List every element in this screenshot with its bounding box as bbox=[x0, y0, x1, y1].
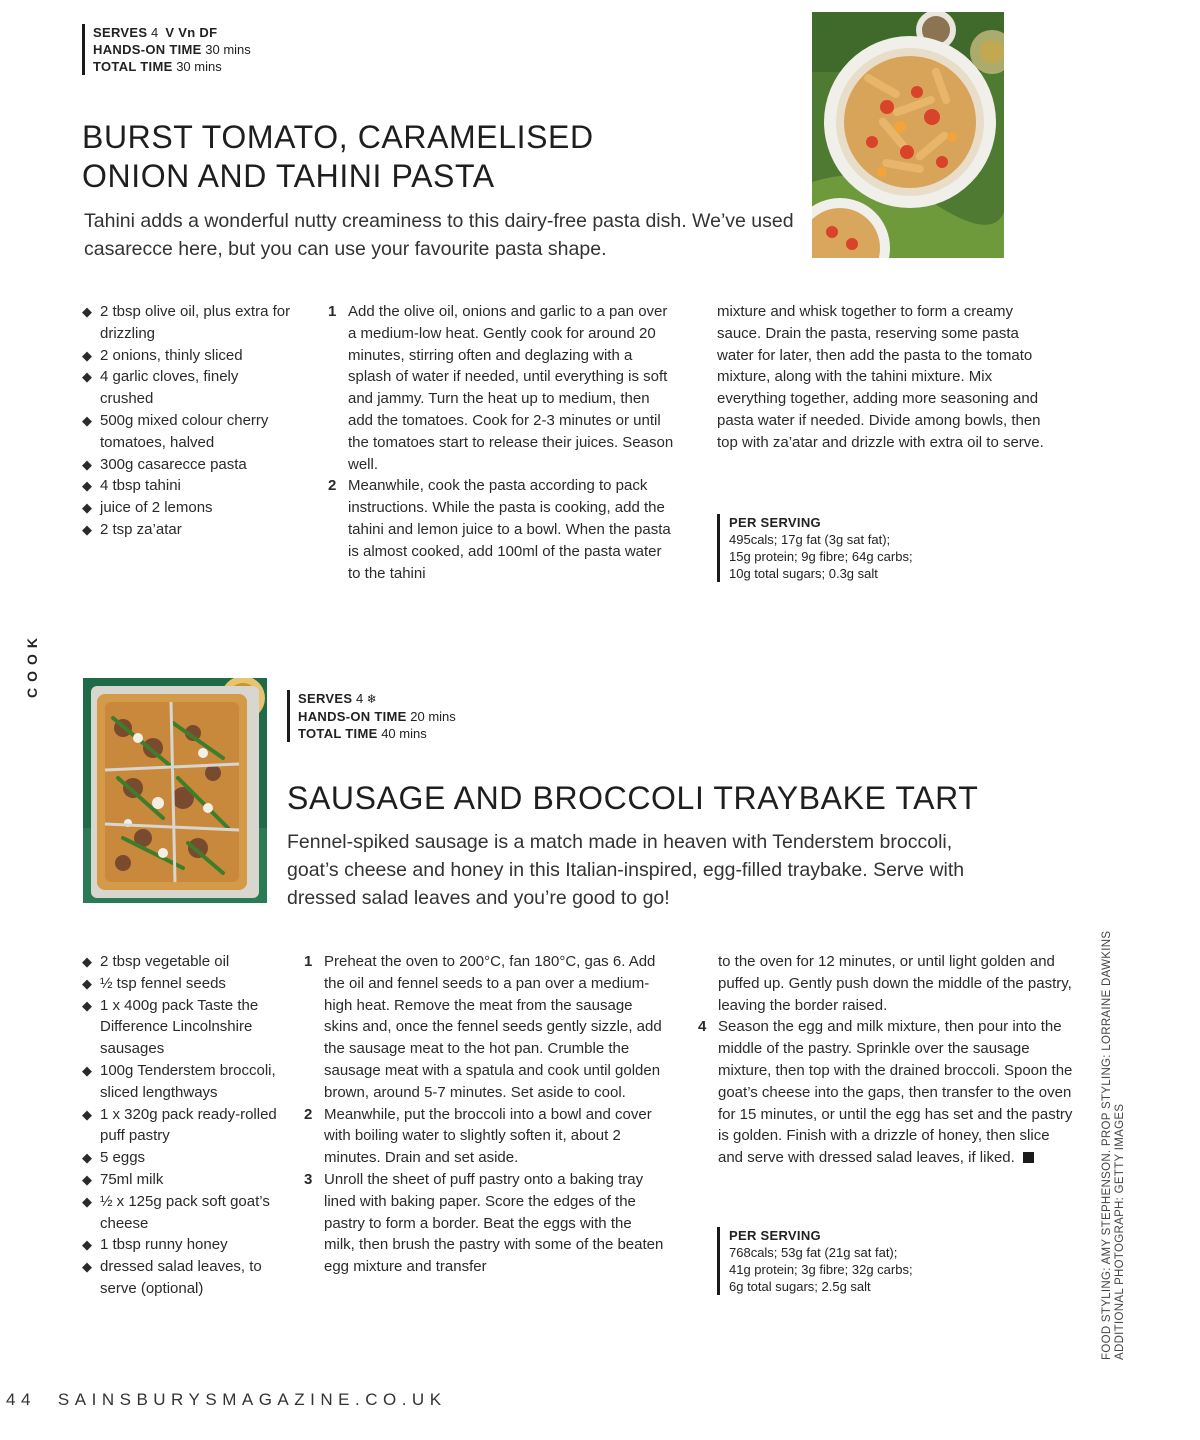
total-time-value: 30 mins bbox=[176, 59, 222, 74]
recipe1-method-continued: mixture and whisk together to form a creamy sauce. Drain the pasta, reserving some pasta water for later, then add the pasta to the tomato mixture, along with the tahini mixture. Mix everything together, adding more seasoning and pasta water if needed. Divide among bowls, then top with za’atar and drizzle with extra oil to serve. bbox=[717, 303, 1044, 451]
hands-on-value: 30 mins bbox=[205, 42, 251, 57]
recipe1-intro: Tahini adds a wonderful nutty creaminess to this dairy-free pasta dish. We’ve used casarecce here, but you can use your favourite pasta shape. bbox=[84, 210, 794, 260]
ingredient-item: ◆ 75ml milk bbox=[82, 1169, 282, 1191]
recipe2-ingredients bbox=[82, 951, 282, 1300]
serves-value: 4 bbox=[355, 691, 364, 706]
end-mark-icon bbox=[1023, 1152, 1034, 1163]
step-number: 1 bbox=[304, 953, 313, 970]
total-time-label: TOTAL TIME bbox=[298, 726, 378, 741]
recipe1-title-line2: ONION AND TAHINI PASTA bbox=[82, 158, 495, 194]
serves-label: SERVES bbox=[93, 25, 148, 40]
recipe2-nutrition bbox=[717, 1227, 1009, 1295]
step-continuation: to the oven for 12 minutes, or until light golden and puffed up. Gently push down the middle of the pastry, leaving the border raised. bbox=[718, 953, 1072, 1014]
nutrition-line: 768cals; 53g fat (21g sat fat); bbox=[729, 1245, 898, 1260]
nutrition-title: PER SERVING bbox=[729, 515, 821, 530]
ingredient-item: ◆ 4 tbsp tahini bbox=[82, 475, 292, 497]
method-step bbox=[304, 951, 666, 1104]
step-text: Add the olive oil, onions and garlic to a pan over a medium-low heat. Gently cook for around 20 minutes, stirring often and deglazing with a splash of water if needed, until everything is soft and jammy. Turn the heat up to medium, then add the tomatoes. Cook for 2-3 minutes or until the tomatoes start to release their juices. Season well. bbox=[348, 303, 674, 473]
ingredient-item: ◆ 100g Tenderstem broccoli, sliced lengthways bbox=[82, 1060, 282, 1104]
credits-line: ADDITIONAL PHOTOGRAPH: GETTY IMAGES bbox=[1114, 1103, 1126, 1360]
ingredient-item: ◆ 5 eggs bbox=[82, 1147, 282, 1169]
ingredient-item: ◆ 2 tsp za’atar bbox=[82, 519, 292, 541]
ingredient-item: ◆ juice of 2 lemons bbox=[82, 497, 292, 519]
ingredient-item: ◆ ½ x 125g pack soft goat’s cheese bbox=[82, 1191, 282, 1235]
recipe2-method bbox=[304, 951, 666, 1278]
method-step bbox=[304, 1104, 666, 1169]
ingredient-item: ◆ 2 tbsp vegetable oil bbox=[82, 951, 282, 973]
ingredient-item: ◆ dressed salad leaves, to serve (optional) bbox=[82, 1256, 282, 1300]
ingredient-item: ◆ 500g mixed colour cherry tomatoes, halved bbox=[82, 410, 292, 454]
method-step: 4 Season the egg and milk mixture, then pour into the middle of the pastry. Sprinkle over the sausage mixture, then top with the drained broccoli. Spoon the goat’s cheese into the gaps, then transfer to the oven for 15 minutes, or until the egg has set and the pastry is golden. Finish with a drizzle of honey, then slice and serve with dressed salad leaves, if liked. bbox=[698, 1018, 1073, 1167]
method-step bbox=[304, 1169, 666, 1278]
nutrition-line: 15g protein; 9g fibre; 64g carbs; bbox=[729, 549, 913, 564]
ingredient-item: ◆ ½ tsp fennel seeds bbox=[82, 973, 282, 995]
recipe1-ingredients bbox=[82, 301, 292, 541]
ingredient-item: ◆ 2 onions, thinly sliced bbox=[82, 345, 292, 367]
page-number: 44 bbox=[6, 1390, 36, 1409]
step-number: 1 bbox=[328, 303, 337, 320]
step-text: Preheat the oven to 200°C, fan 180°C, gas 6. Add the oil and fennel seeds to a pan over a medium-high heat. Remove the meat from the sausage skins and, once the fennel seeds gently sizzle, add the sausage meat to the hot pan. Crumble the sausage meat with a spatula and cook until golden brown, around 5-7 minutes. Set aside to cool. bbox=[324, 953, 662, 1101]
step-number: 3 bbox=[304, 1170, 313, 1188]
total-time-value: 40 mins bbox=[381, 726, 427, 741]
total-time-label: TOTAL TIME bbox=[93, 59, 173, 74]
recipe1-method bbox=[328, 301, 678, 584]
tart-photo bbox=[83, 678, 267, 903]
hands-on-label: HANDS-ON TIME bbox=[298, 709, 407, 724]
dietary-tags: V Vn DF bbox=[165, 25, 218, 40]
recipe1-nutrition bbox=[717, 514, 1009, 582]
serves-value: 4 bbox=[150, 25, 159, 40]
recipe1-title-line1: BURST TOMATO, CARAMELISED bbox=[82, 119, 594, 155]
recipe2-method-continued bbox=[698, 951, 1073, 1169]
pasta-photo bbox=[812, 12, 1004, 258]
step-text: Meanwhile, cook the pasta according to pack instructions. While the pasta is cooking, add the tahini and lemon juice to a bowl. When the pasta is almost cooked, add 100ml of the pasta water to the tahini bbox=[348, 477, 671, 582]
nutrition-line: 495cals; 17g fat (3g sat fat); bbox=[729, 532, 891, 547]
step-text: Unroll the sheet of puff pastry onto a baking tray lined with baking paper. Score the edges of the pastry to form a border. Beat the eggs with the milk, then brush the pastry with some of the beaten egg mixture and transfer bbox=[324, 1170, 664, 1276]
footer bbox=[6, 1390, 447, 1410]
recipe2-intro: Fennel-spiked sausage is a match made in heaven with Tenderstem broccoli, goat’s cheese and honey in this Italian-inspired, egg-filled traybake. Serve with dressed salad leaves and you’re good to go! bbox=[287, 831, 965, 909]
ingredient-item: ◆ 1 x 320g pack ready-rolled puff pastry bbox=[82, 1104, 282, 1148]
ingredient-item: ◆ 1 tbsp runny honey bbox=[82, 1234, 282, 1256]
photo-credits bbox=[1094, 880, 1134, 1360]
ingredient-item: ◆ 4 garlic cloves, finely crushed bbox=[82, 366, 292, 410]
ingredient-item: ◆ 1 x 400g pack Taste the Difference Lincolnshire sausages bbox=[82, 995, 282, 1060]
credits-line: FOOD STYLING: AMY STEPHENSON. PROP STYLING: LORRAINE DAWKINS bbox=[1101, 930, 1113, 1360]
section-label: COOK bbox=[24, 632, 40, 698]
nutrition-line: 6g total sugars; 2.5g salt bbox=[729, 1279, 871, 1294]
nutrition-line: 10g total sugars; 0.3g salt bbox=[729, 566, 878, 581]
step-text: Meanwhile, put the broccoli into a bowl and cover with boiling water to slightly soften it, about 2 minutes. Drain and set aside. bbox=[324, 1105, 652, 1167]
step-number: 2 bbox=[328, 477, 337, 495]
snowflake-icon: ❄ bbox=[366, 692, 377, 706]
recipe2-title: SAUSAGE AND BROCCOLI TRAYBAKE TART bbox=[287, 780, 979, 816]
ingredient-item: ◆ 300g casarecce pasta bbox=[82, 454, 292, 476]
recipe1-title bbox=[82, 118, 782, 196]
recipe1-meta bbox=[82, 24, 251, 75]
step-number: 2 bbox=[304, 1105, 313, 1123]
site-url: SAINSBURYSMAGAZINE.CO.UK bbox=[57, 1390, 447, 1409]
nutrition-line: 41g protein; 3g fibre; 32g carbs; bbox=[729, 1262, 913, 1277]
serves-label: SERVES bbox=[298, 691, 353, 706]
ingredient-item: ◆ 2 tbsp olive oil, plus extra for drizzling bbox=[82, 301, 292, 345]
hands-on-label: HANDS-ON TIME bbox=[93, 42, 202, 57]
nutrition-title: PER SERVING bbox=[729, 1228, 821, 1243]
method-step bbox=[328, 475, 678, 584]
recipe2-meta bbox=[287, 690, 456, 742]
method-step bbox=[328, 301, 678, 475]
hands-on-value: 20 mins bbox=[410, 709, 456, 724]
